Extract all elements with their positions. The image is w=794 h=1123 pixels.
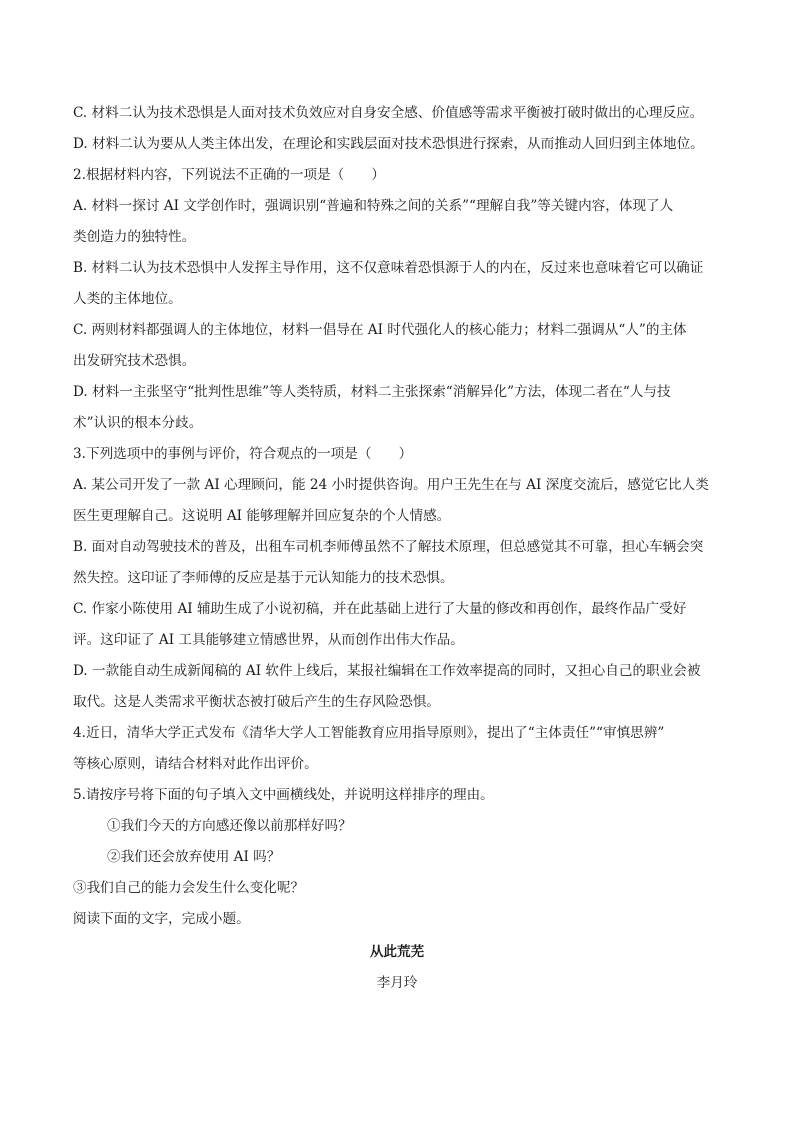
q3-option-b-line-1: B. 面对自动驾驶技术的普及，出租车司机李师傅虽然不了解技术原理，但总感觉其不可靠，担心车辆会突 (73, 539, 704, 555)
option-a-line-1: A. 材料一探讨 AI 文学创作时，强调识别“普遍和特殊之间的关系”“理解自我”等关键内容，体现了人 (73, 198, 674, 214)
question-4-line-1: 4.近日，清华大学正式发布《清华大学人工智能教育应用指导原则》，提出了“主体责任”“审慎思辨” (73, 725, 665, 741)
option-d-line-2: 术”认识的根本分歧。 (73, 415, 203, 431)
q3-option-d-line-1: D. 一款能自动生成新闻稿的 AI 软件上线后，某报社编辑在工作效率提高的同时，又担心自己的职业会被 (73, 663, 701, 679)
sentence-2: ②我们还会放弃使用 AI 吗？ (107, 849, 281, 865)
q3-option-a-line-1: A. 某公司开发了一款 AI 心理顾问，能 24 小时提供咨询。用户王先生在与 AI 深度交流后，感觉它比人类 (73, 477, 709, 493)
reading-instruction: 阅读下面的文字，完成小题。 (73, 911, 250, 927)
option-2d: D. 材料二认为要从人类主体出发，在理论和实践层面对技术恐惧进行探索，从而推动人回归到主体地位。 (73, 136, 704, 152)
option-c-line-1: C. 两则材料都强调人的主体地位，材料一倡导在 AI 时代强化人的核心能力；材料二强调从“人”的主体 (73, 322, 687, 338)
sentence-1: ①我们今天的方向感还像以前那样好吗？ (107, 818, 352, 834)
q3-option-c-line-2: 评。这印证了 AI 工具能够建立情感世界，从而创作出伟大作品。 (73, 632, 464, 648)
article-author: 李月玲 (376, 975, 418, 991)
q3-option-d-line-2: 取代。这是人类需求平衡状态被打破后产生的生存风险恐惧。 (73, 694, 441, 710)
option-a-line-2: 类创造力的独特性。 (73, 229, 196, 245)
question-5: 5.请按序号将下面的句子填入文中画横线处，并说明这样排序的理由。 (73, 787, 494, 803)
q3-option-a-line-2: 医生更理解自己。这说明 AI 能够理解并回应复杂的个人情感。 (73, 508, 451, 524)
option-2c: C. 材料二认为技术恐惧是人面对技术负效应对自身安全感、价值感等需求平衡被打破时做出的心理反应。 (73, 105, 704, 121)
q3-option-c-line-1: C. 作家小陈使用 AI 辅助生成了小说初稿，并在此基础上进行了大量的修改和再创作，最终作品广受好 (73, 601, 687, 617)
option-b-line-2: 人类的主体地位。 (73, 291, 182, 307)
sentence-3: ③我们自己的能力会发生什么变化呢？ (73, 880, 305, 896)
q3-option-b-line-2: 然失控。这印证了李师傅的反应是基于元认知能力的技术恐惧。 (73, 570, 454, 586)
option-d-line-1: D. 材料一主张坚守“批判性思维”等人类特质，材料二主张探索“消解异化”方法，体现二者在“人与技 (73, 384, 671, 400)
option-b-line-1: B. 材料二认为技术恐惧中人发挥主导作用，这不仅意味着恐惧源于人的内在，反过来也意味着它可以确证 (73, 260, 704, 276)
question-3: 3.下列选项中的事例与评价，符合观点的一项是（ ） (73, 446, 413, 462)
article-title: 从此荒芜 (369, 944, 425, 960)
question-4-line-2: 等核心原则，请结合材料对此作出评价。 (73, 756, 318, 772)
option-c-line-2: 出发研究技术恐惧。 (73, 353, 196, 369)
question-2: 2.根据材料内容，下列说法不正确的一项是（ ） (73, 167, 386, 183)
